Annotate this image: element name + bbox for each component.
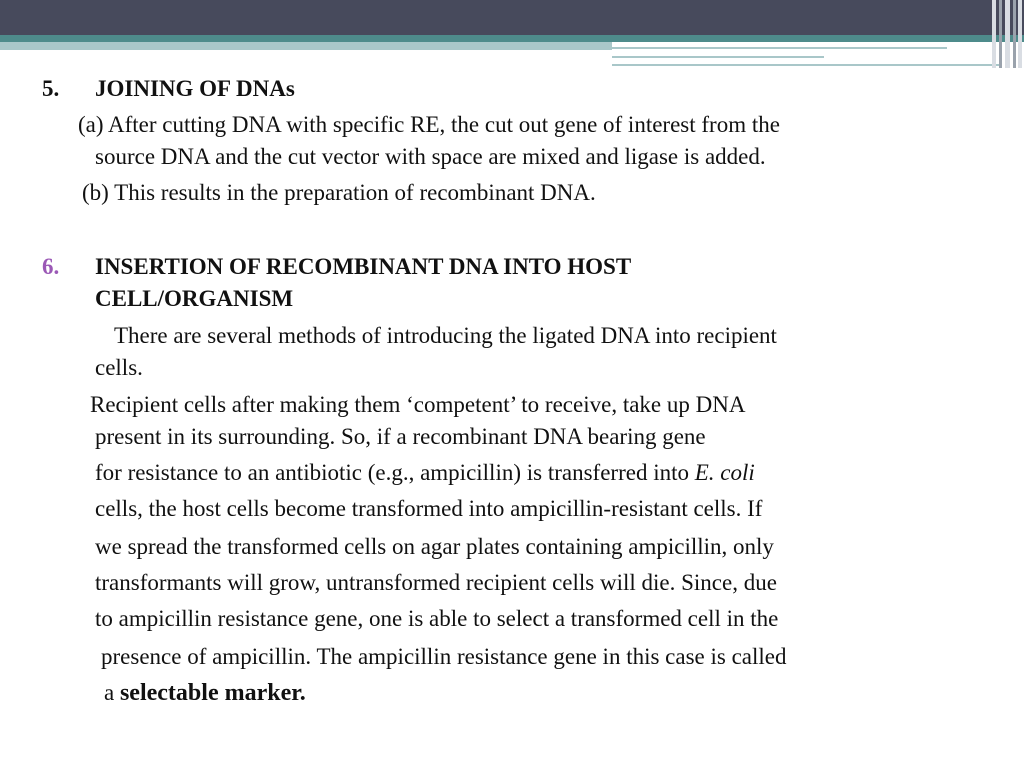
section6-heading-line2: CELL/ORGANISM: [95, 286, 294, 311]
section6-body-line3: [95, 458, 755, 488]
section6-body-line8: presence of ampicillin. The ampicillin resistance gene in this case is called: [101, 644, 787, 669]
section5-heading: JOINING OF DNAs: [95, 76, 295, 101]
section6-heading-line1: INSERTION OF RECOMBINANT DNA INTO HOST: [95, 254, 632, 279]
section6-body-line7: to ampicillin resistance gene, one is able to select a transformed cell in the: [95, 606, 779, 631]
section6-body-line9-text: a: [104, 680, 120, 705]
section5-number: 5.: [42, 76, 60, 101]
section6-body-line5: we spread the transformed cells on agar plates containing ampicillin, only: [95, 534, 774, 559]
selectable-marker-term: selectable marker.: [119, 680, 306, 706]
section6-body-line3-species: E. coli: [694, 460, 755, 485]
section6-body-line9: [104, 678, 306, 708]
section6-number: 6.: [42, 254, 60, 279]
section6-body-line6: transformants will grow, untransformed recipient cells will die. Since, due: [95, 570, 777, 595]
section5-para-a-line1: (a) After cutting DNA with specific RE, the cut out gene of interest from the: [78, 112, 780, 137]
section6-intro-line2: cells.: [95, 355, 143, 380]
section6-body-line3-text: for resistance to an antibiotic (e.g., ampicillin) is transferred into: [95, 460, 695, 485]
section5-para-b: (b) This results in the preparation of recombinant DNA.: [82, 180, 596, 205]
section6-intro-line1: There are several methods of introducing the ligated DNA into recipient: [114, 323, 777, 348]
section6-body-line1: Recipient cells after making them ‘competent’ to receive, take up DNA: [90, 392, 746, 417]
section6-body-line2: present in its surrounding. So, if a recombinant DNA bearing gene: [95, 424, 706, 449]
section6-body-line4: cells, the host cells become transformed into ampicillin-resistant cells. If: [95, 496, 763, 521]
section5-para-a-line2: source DNA and the cut vector with space are mixed and ligase is added.: [95, 144, 766, 169]
